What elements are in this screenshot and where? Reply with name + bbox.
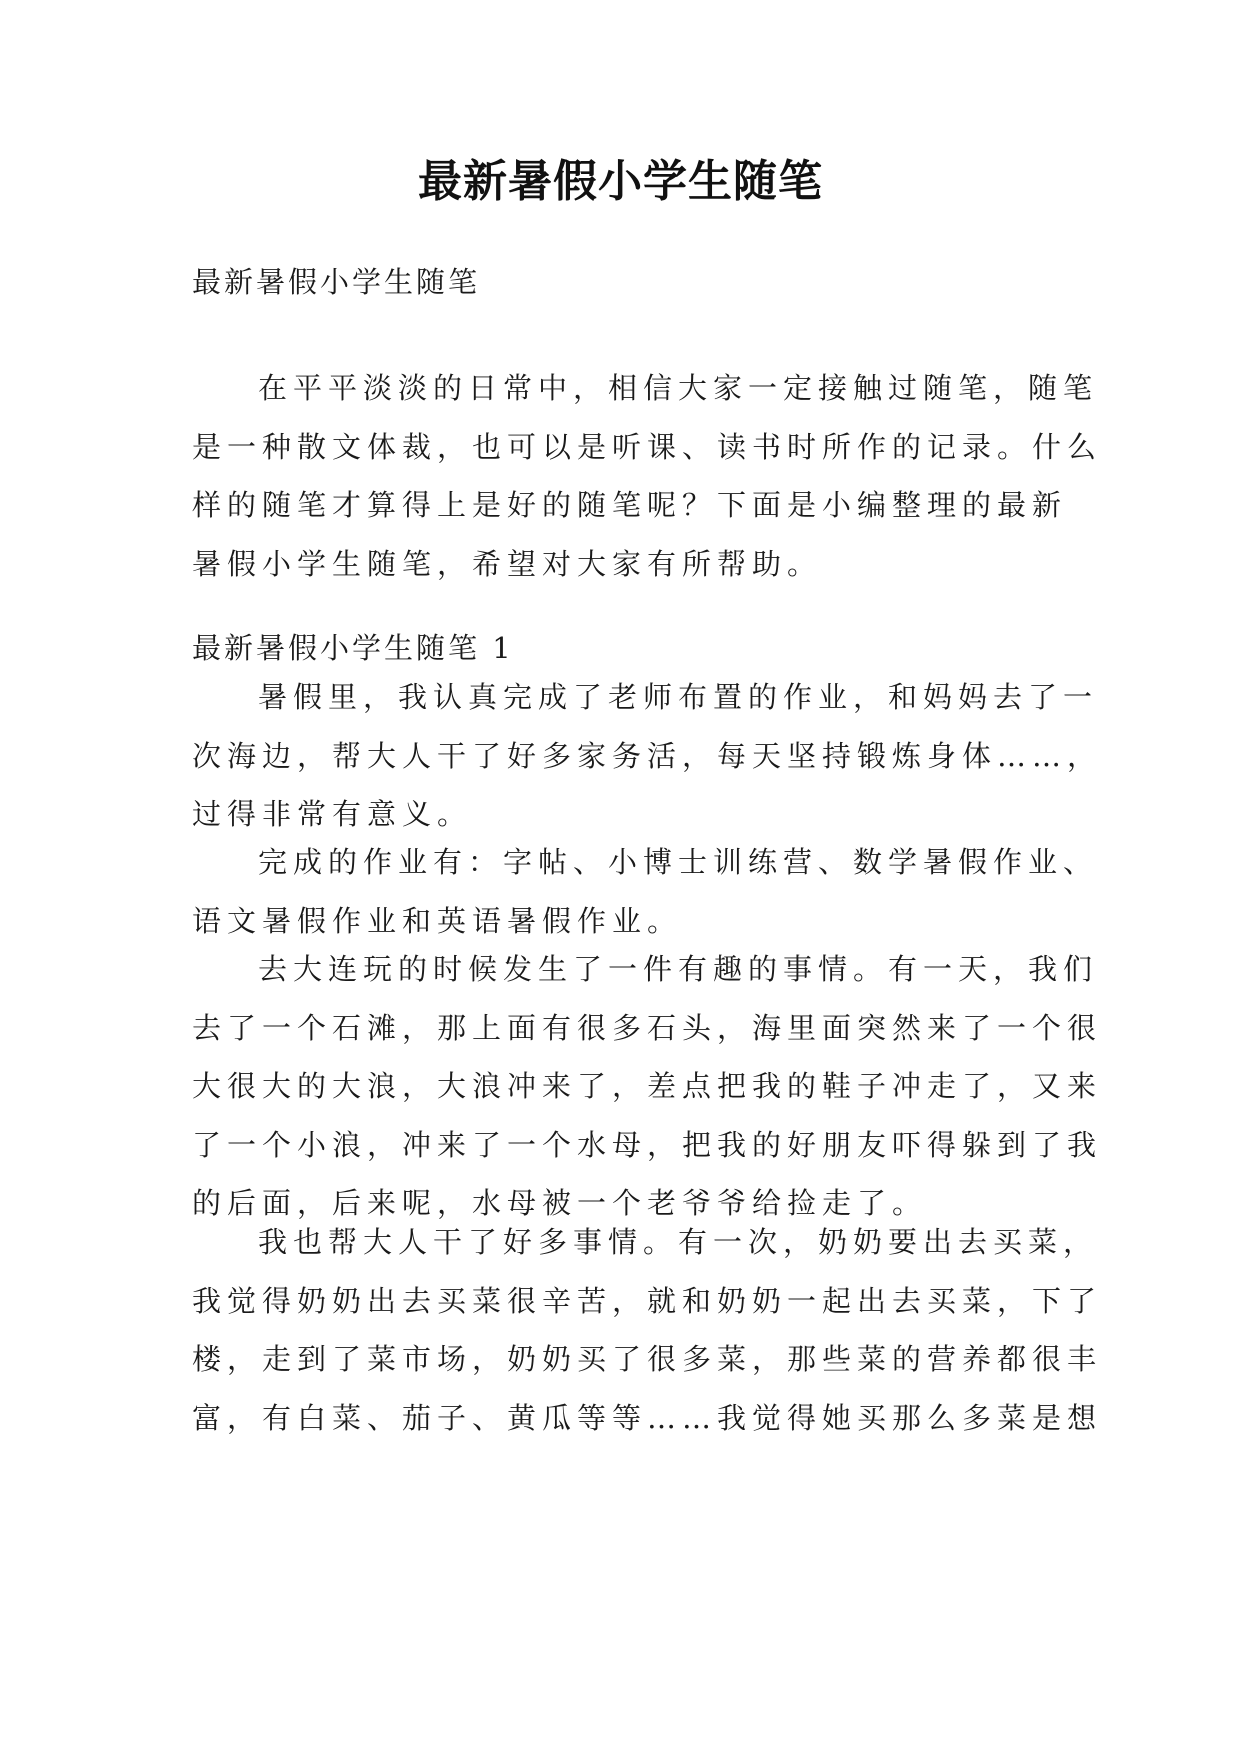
text-line: 完成的作业有：字帖、小博士训练营、数学暑假作业、 [258, 845, 1099, 879]
intro-paragraph [192, 359, 1103, 593]
text-line: 的后面，后来呢，水母被一个老爷爷给捡走了。 [192, 1186, 928, 1220]
text-line: 在平平淡淡的日常中，相信大家一定接触过随笔，随笔 [258, 371, 1099, 405]
paragraph-4 [192, 1213, 1103, 1447]
text-line: 去了一个石滩，那上面有很多石头，海里面突然来了一个很 [192, 1010, 1103, 1045]
text-line: 了一个小浪，冲来了一个水母，把我的好朋友吓得躲到了我 [192, 1127, 1103, 1162]
paragraph-1 [192, 668, 1103, 844]
text-line: 我也帮大人干了好多事情。有一次，奶奶要出去买菜， [258, 1225, 1099, 1259]
text-line: 语文暑假作业和英语暑假作业。 [192, 903, 683, 938]
text-line: 是一种散文体裁，也可以是听课、读书时所作的记录。什么 [192, 429, 1103, 464]
text-line: 样的随笔才算得上是好的随笔呢？下面是小编整理的最新 [192, 488, 1068, 522]
section-heading: 最新暑假小学生随笔 1 [192, 631, 514, 665]
text-line: 去大连玩的时候发生了一件有趣的事情。有一天，我们 [258, 952, 1099, 986]
text-line: 次海边，帮大人干了好多家务活，每天坚持锻炼身体……， [192, 738, 1103, 773]
text-line: 过得非常有意义。 [192, 797, 473, 831]
text-line: 我觉得奶奶出去买菜很辛苦，就和奶奶一起出去买菜，下了 [192, 1283, 1103, 1318]
text-line: 楼，走到了菜市场，奶奶买了很多菜，那些菜的营养都很丰 [192, 1342, 1103, 1376]
text-line: 富，有白菜、茄子、黄瓜等等……我觉得她买那么多菜是想 [192, 1400, 1103, 1435]
text-line: 大很大的大浪，大浪冲来了，差点把我的鞋子冲走了，又来 [192, 1069, 1103, 1103]
document-subtitle: 最新暑假小学生随笔 [192, 265, 481, 299]
text-line: 暑假小学生随笔，希望对大家有所帮助。 [192, 546, 823, 581]
paragraph-2 [192, 833, 1099, 950]
text-line: 暑假里，我认真完成了老师布置的作业，和妈妈去了一 [258, 680, 1099, 714]
paragraph-3 [192, 940, 1103, 1233]
document-title: 最新暑假小学生随笔 [418, 156, 823, 207]
